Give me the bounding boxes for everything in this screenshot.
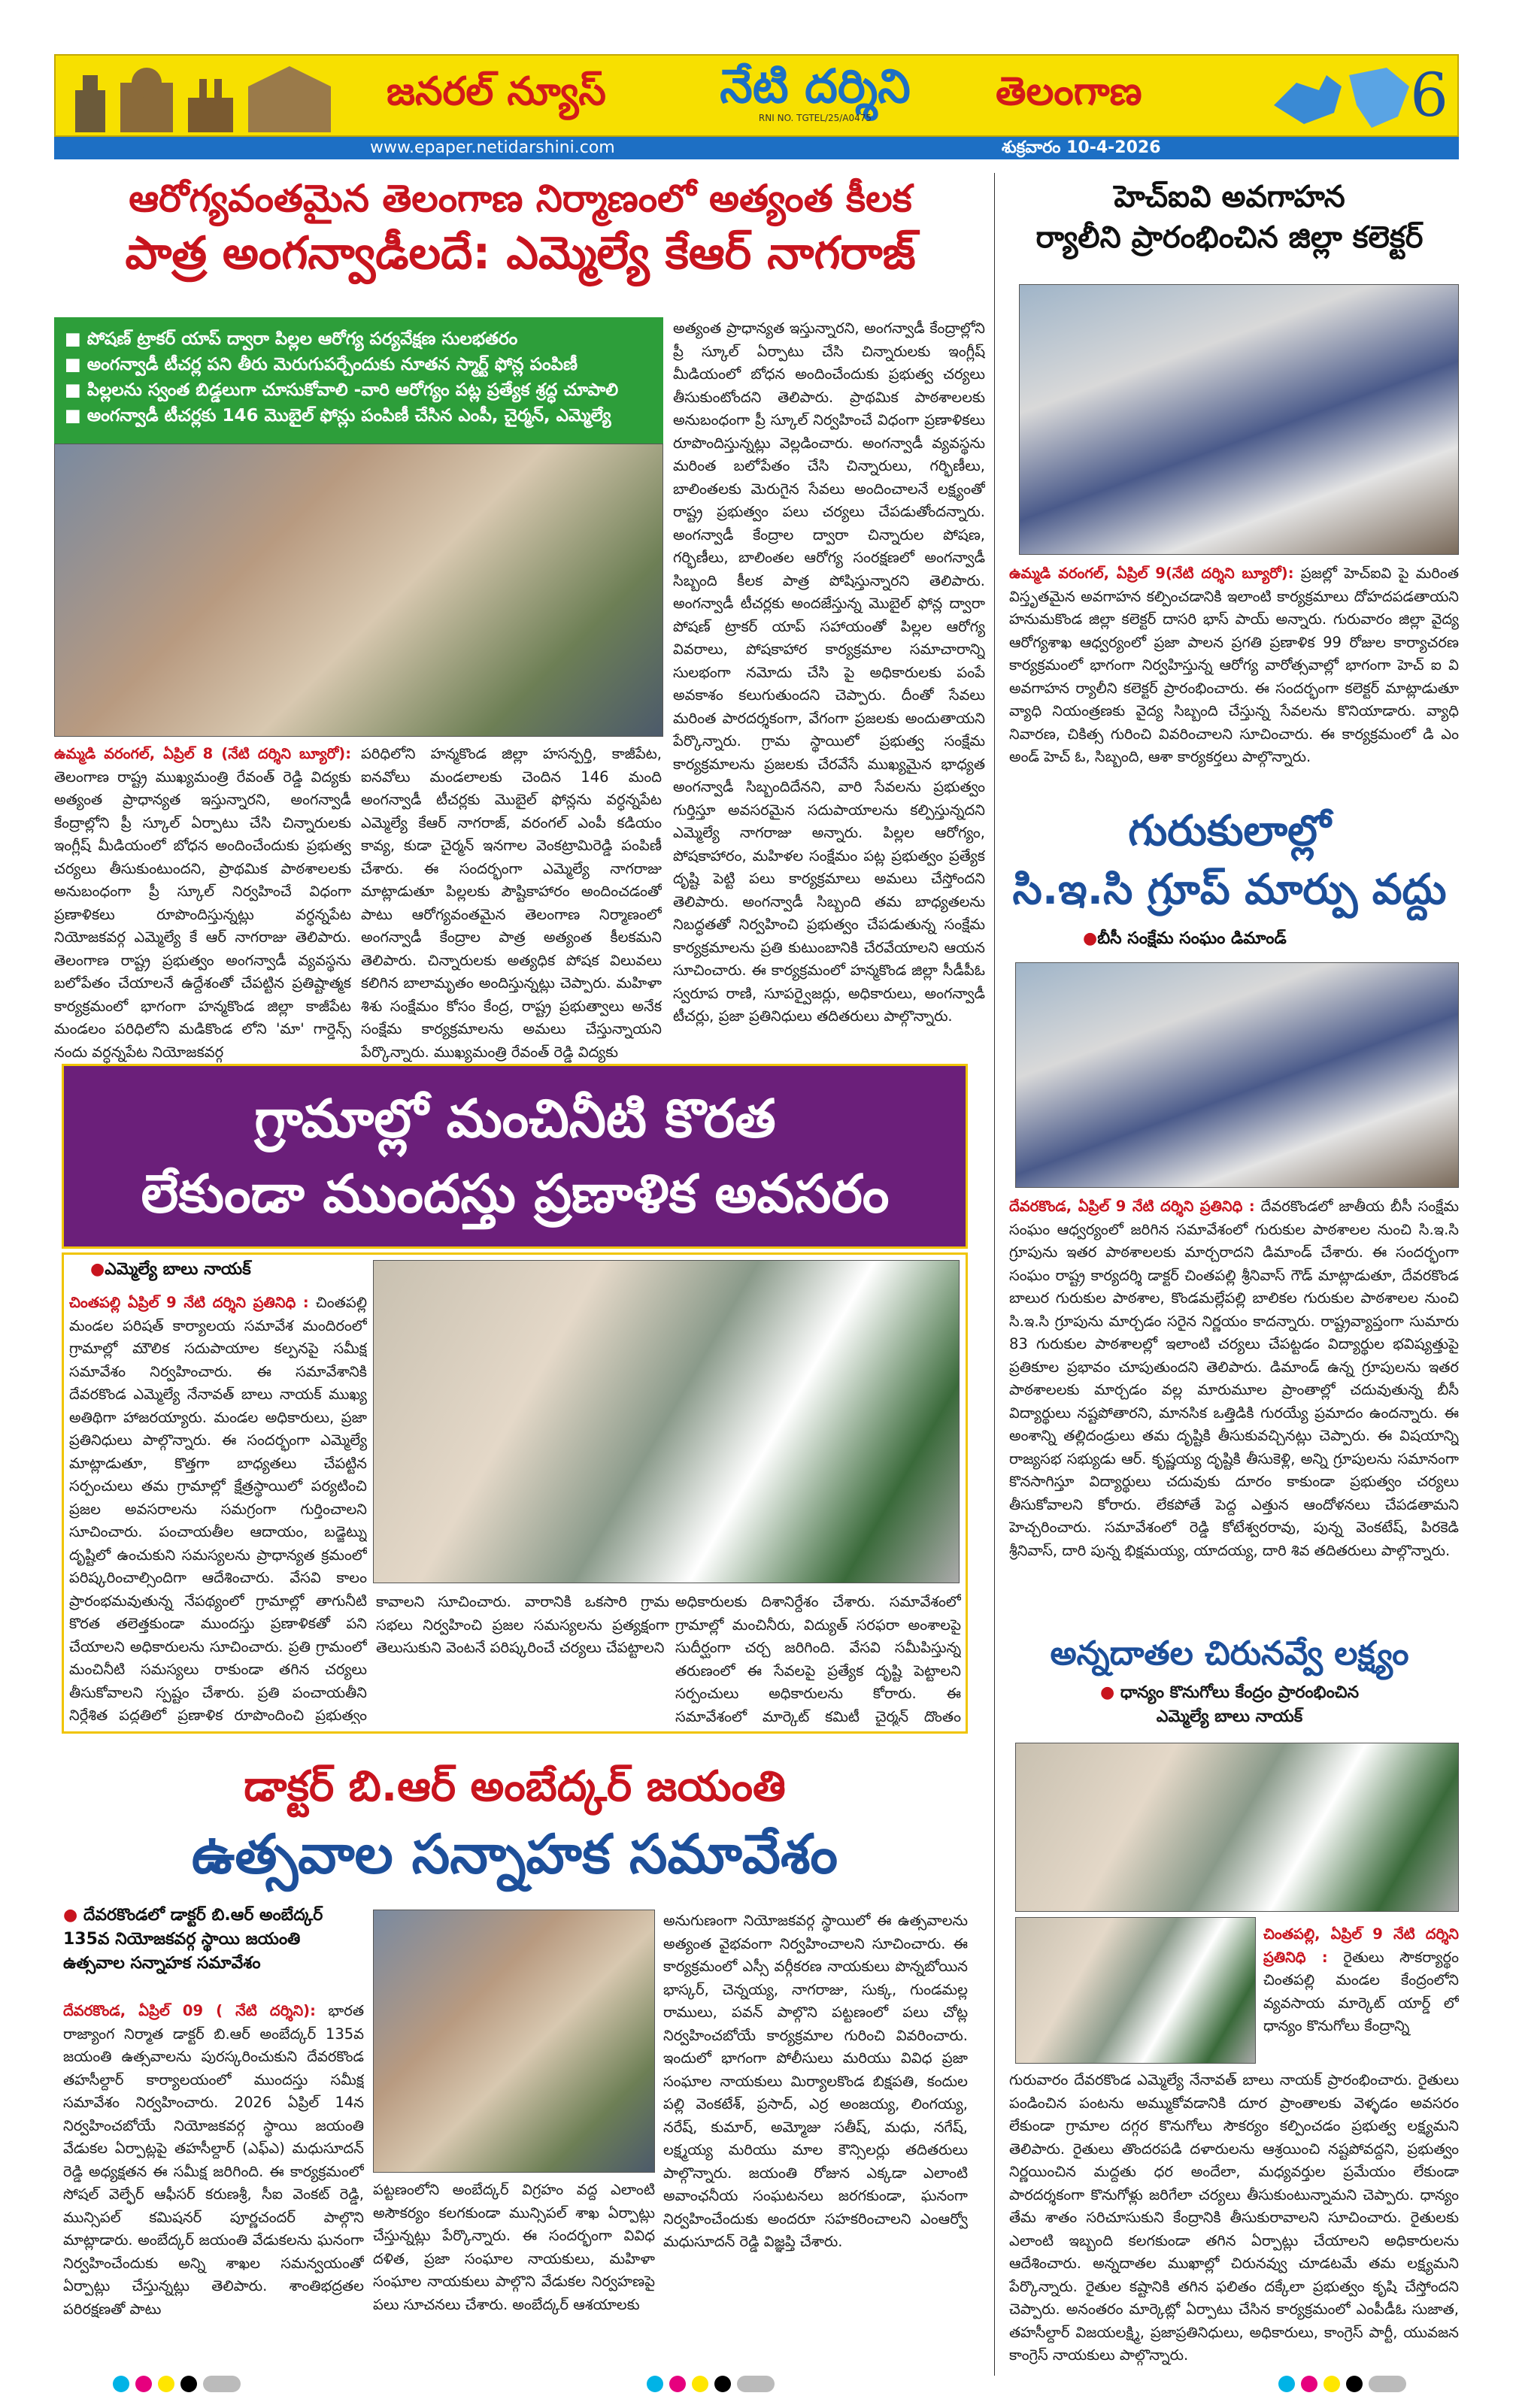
- article4-column-1: [69, 1292, 367, 1724]
- article1-photo: [54, 444, 663, 737]
- article1-highlight-item: ■ పిల్లలను స్వంత బిడ్డలుగా చూసుకోవాలి -వారి ఆరోగ్యం పట్ల ప్రత్యేక శ్రద్ధ చూపాలి: [65, 377, 653, 403]
- page-number: 6: [1410, 60, 1448, 130]
- article2-headline-line1: హెచ్ఐవి అవగాహన: [1114, 180, 1345, 214]
- article3-tag: ● బీసీ సంక్షేమ సంఘం డిమాండ్: [1083, 929, 1444, 952]
- article1-highlight-item: ■ అంగన్వాడీ టీచర్లకు 146 మొబైల్ ఫోన్లు పంపిణీ చేసిన ఎంపీ, చైర్మన్, ఎమ్మెల్యే: [65, 403, 653, 429]
- article5-column-3: అనుగుణంగా నియోజకవర్గ స్థాయిలో ఈ ఉత్సవాలను అత్యంత వైభవంగా నిర్వహించాలని సూచించారు. ఈ కార్యక్రమంలో ఎస్సీ వర్గీకరణ నాయకులు పొన్నబోయిన భాస్కర్, చెన్నయ్య, నాగరాజు, సుక్క, గుండమల్ల రాములు, పవన్ పాల్గొని పట్టణంలో పలు చోట్ల నిర్వహించబోయే కార్యక్రమాల గురించి వివరించారు. ఇందులో భాగంగా పోలీసులు మరియు వివిధ ప్రజా సంఘాల నాయకులు మిర్యాలకొండ బిక్షపతి, కందుల పల్లి వెంకటేశ్, ప్రసాద్, ఎర్ర అంజయ్య, లింగయ్య, నరేష్, కుమార్, అమ్మోజు సతీష్, మధు, నగేష్, లక్ష్మయ్య మరియు మాల కౌన్సిలర్లు తదితరులు పాల్గొన్నారు. జయంతి రోజున ఎక్కడా ఎలాంటి అవాంఛనీయ సంఘటనలు జరగకుండా, ఘనంగా నిర్వహించేందుకు అందరూ సహకరించాలని ఎంఆర్వో మధుసూదన్ రెడ్డి విజ్ఞప్తి చేశారు.: [663, 1912, 968, 2250]
- india-map-icon: [1259, 60, 1424, 132]
- article2-body: [1009, 562, 1459, 803]
- bullet-icon: ●: [63, 1906, 83, 1925]
- article4-headline-banner: [62, 1064, 968, 1249]
- article2-text: ప్రజల్లో హెచ్ఐవి పై మరింత విస్తృతమైన అవగాహన కల్పించడానికి ఇలాంటి కార్యక్రమాలు దోహదపడతాయని హనుమకొండ జిల్లా కలెక్టర్ దాసరి భాస్ పాయ్ అన్నారు. గురువారం జిల్లా వైద్య ఆరోగ్యశాఖ ఆధ్వర్యంలో ప్రజా పాలన ప్రగతి ప్రణాళిక 99 రోజుల కార్యాచరణ కార్యక్రమంలో భాగంగా నిర్వహిస్తున్న ఆరోగ్య వారోత్సవాల్లో భాగంగా హెచ్ ఐ వి అవగాహన ర్యాలీని కలెక్టర్ ప్రారంభించారు. ఈ సందర్భంగా కలెక్టర్ మాట్లాడుతూ వ్యాధి నియంత్రణకు వైద్య సిబ్బంది చేస్తున్న సేవలను కొనియాడారు. వ్యాధి నివారణ, చికిత్స గురించి వివరించాలని సూచించారు. ఈ కార్యక్రమంలో డి ఎం అండ్ హెచ్ ఓ, సిబ్బంది, ఆశా కార్యకర్తలు పాల్గొన్నారు.: [1009, 565, 1459, 765]
- article1-column-3: అత్యంత ప్రాధాన్యత ఇస్తున్నారని, అంగన్వాడీ కేంద్రాల్లోని ప్రీ స్కూల్ ఏర్పాటు చేసి చిన్నారులకు ఇంగ్లీష్ మీడియంలో బోధన అందించేందుకు ప్రభుత్వ చర్యలు తీసుకుంటోందని తెలిపారు. ప్రాథమిక పాఠశాలలకు అనుబంధంగా ప్రీ స్కూల్ నిర్వహించే విధంగా ప్రణాళికలు రూపొందిస్తున్నట్లు వెల్లడించారు. అంగన్వాడీ వ్యవస్థను మరింత బలోపేతం చేసి చిన్నారులు, గర్భిణీలు, బాలింతలకు మెరుగైన సేవలు అందించాలనే లక్ష్యంతో రాష్ట్ర ప్రభుత్వం పలు చర్యలు చేపడుతోందన్నారు. అంగన్వాడీ కేంద్రాల ద్వారా చిన్నారుల పోషణ, గర్భిణీలు, బాలింతల ఆరోగ్య సంరక్షణలో అంగన్వాడీ సిబ్బంది కీలక పాత్ర పోషిస్తున్నారని తెలిపారు. అంగన్వాడీ టీచర్లకు అందజేస్తున్న మొబైల్ ఫోన్ల ద్వారా పోషణ్ ట్రాకర్ యాప్ సహాయంతో పిల్లల ఆరోగ్య వివరాలు, పోషకాహార కార్యక్రమాల సమాచారాన్ని సులభంగా నమోదు చేసి పై అధికారులకు పంపే అవకాశం కలుగుతుందని చెప్పారు. దీంతో సేవలు మరింత పారదర్శకంగా, వేగంగా ప్రజలకు అందుతాయని పేర్కొన్నారు. గ్రామ స్థాయిలో ప్రభుత్వ సంక్షేమ కార్యక్రమాలను ప్రజలకు చేరవేసే ముఖ్యమైన భాధ్యత అంగన్వాడీ సిబ్బందిదేనని, వారి సేవలను ప్రభుత్వం గుర్తిస్తూ అవసరమైన సదుపాయాలను కల్పిస్తున్నదని ఎమ్మెల్యే నాగరాజు అన్నారు. పిల్లల ఆరోగ్యం, పోషకాహారం, మహిళల సంక్షేమం పట్ల ప్రభుత్వం ప్రత్యేక దృష్టి పెట్టి పలు కార్యక్రమాలు అమలు చేస్తోందని తెలిపారు. అంగన్వాడీ సిబ్బంది తమ బాధ్యతలను నిబద్ధతతో నిర్వహించి ప్రభుత్వం చేపడుతున్న సంక్షేమ కార్యక్రమాలను ప్రతి కుటుంబానికి చేరవేయాలని ఆయన సూచించారు. ఈ కార్యక్రమంలో హన్మకొండ జిల్లా సీడీపీఓ స్వరూప రాణి, సూపర్వైజర్లు, అధికారులు, అంగన్వాడీ టీచర్లు, ప్రజా ప్రతినిధులు తదితరులు పాల్గొన్నారు.: [673, 320, 985, 1025]
- section-label-telangana: తెలంగాణ: [996, 69, 1142, 114]
- article5-column-2: పట్టణంలోని అంబేద్కర్ విగ్రహం వద్ద ఎలాంటి అసౌకర్యం కలగకుండా మున్సిపల్ శాఖ ఏర్పాట్లు చేస్తున్నట్లు పేర్కొన్నారు. ఈ సందర్భంగా వివిధ దళిత, ప్రజా సంఘాల నాయకులు, మహిళా సంఘాల నాయకులు పాల్గొని వేడుకల నిర్వహణపై పలు సూచనలు చేశారు. అంబేద్కర్ ఆశయాలకు: [373, 2181, 655, 2313]
- article6-tag-line1: ధాన్యం కొనుగోలు కేంద్రం ప్రారంభించిన: [1120, 1683, 1360, 1702]
- website-url[interactable]: www.epaper.netidarshini.com: [370, 138, 615, 157]
- section-label-general-news: జనరల్ న్యూస్: [387, 69, 606, 114]
- article2-photo: [1019, 284, 1459, 555]
- article1-highlight-item: ■ అంగన్వాడీ టీచర్ల పని తీరు మెరుగుపర్చేందుకు నూతన స్మార్ట్ ఫోన్ల పంపిణీ: [65, 352, 653, 377]
- article3-dateline: దేవరకొండ, ఏప్రిల్ 9 నేటి దర్శిని ప్రతినిధి :: [1009, 1198, 1255, 1215]
- article3-headline-line1: గురుకులాల్లో: [1128, 807, 1331, 856]
- masthead: [54, 54, 1459, 137]
- article4-dateline: చింతపల్లి ఏప్రిల్ 9 నేటి దర్శిని ప్రతినిధి :: [69, 1294, 309, 1311]
- article3-photo: [1015, 962, 1459, 1188]
- article6-photo-top: [1015, 1743, 1459, 1912]
- article2-headline-line2: ర్యాలీని ప్రారంభించిన జిల్లా కలెక్టర్: [1035, 220, 1424, 255]
- article3-body: [1009, 1195, 1459, 1616]
- article4-text-col1: చింతపల్లి మండల పరిషత్ కార్యాలయ సమావేశ మందిరంలో గ్రామాల్లో మౌలిక సదుపాయాల కల్పనపై సమీక్ష సమావేశం నిర్వహించారు. ఈ సమావేశానికి దేవరకొండ ఎమ్మెల్యే నేనావత్ బాలు నాయక్ ముఖ్య అతిథిగా హాజరయ్యారు. మండల అధికారులు, ప్రజా ప్రతినిధులు పాల్గొన్నారు. ఈ సందర్భంగా ఎమ్మెల్యే మాట్లాడుతూ, కొత్తగా బాధ్యతలు చేపట్టిన సర్పంచులు తమ గ్రామాల్లో క్షేత్రస్థాయిలో పర్యటించి ప్రజల అవసరాలను సమగ్రంగా గుర్తించాలని సూచించారు. పంచాయతీల ఆదాయం, బడ్జెట్ను దృష్టిలో ఉంచుకుని సమస్యలను ప్రాధాన్యత క్రమంలో పరిష్కరించాల్సిందిగా ఆదేశించారు. వేసవి కాలం ప్రారంభమవుతున్న నేపథ్యంలో గ్రామాల్లో తాగునీటి కొరత తలెత్తకుండా ముందస్తు ప్రణాళికతో పని చేయాలని అధికారులను సూచించారు. ప్రతి గ్రామంలో మంచినీటి సమస్యలు రాకుండా తగిన చర్యలు తీసుకోవాలని స్పష్టం చేశారు. ప్రతి పంచాయతీని నిర్దేశిత పద్ధతిలో ప్రణాళిక రూపొందించి ప్రభుత్వం: [69, 1294, 367, 1724]
- masthead-strip: [54, 137, 1459, 159]
- registration-mark-center: [647, 2376, 797, 2395]
- article5-text-col1: భారత రాజ్యాంగ నిర్మాత డాక్టర్ బి.ఆర్ అంబేద్కర్ 135వ జయంతి ఉత్సవాలను పురస్కరించుకుని దేవరకొండ తహసీల్దార్ కార్యాలయంలో ముందస్తు సమీక్ష సమావేశం నిర్వహించారు. 2026 ఏప్రిల్ 14న నిర్వహించబోయే నియోజకవర్గ స్థాయి జయంతి వేడుకల ఏర్పాట్లపై తహసీల్దార్ (ఎఫ్ఎ) మధుసూదన్ రెడ్డి అధ్యక్షతన ఈ సమీక్ష జరిగింది. ఈ కార్యక్రమంలో సోషల్ వెల్ఫేర్ ఆఫీసర్ కరుణశ్రీ, సీఐ వెంకట్ రెడ్డి, మున్సిపల్ కమిషనర్ పూర్ణచందర్ పాల్గొని మాట్లాడారు. అంబేద్కర్ జయంతి వేడుకలను ఘనంగా నిర్వహించేందుకు అన్ని శాఖల సమన్వయంతో ఏర్పాట్లు చేస్తున్నట్లు తెలిపారు. శాంతిభద్రతల పరిరక్షణతో పాటు: [63, 2002, 364, 2318]
- registration-mark-right: [1278, 2376, 1429, 2395]
- article4-column-2: అధికారులకు దిశానిర్దేశం చేశారు. సమావేశంలో గ్రామాల్లో మంచినీరు, విద్యుత్ సరఫరా అంశాలపై సుదీర్ఘంగా చర్చ జరిగింది. వేసవి సమీపిస్తున్న తరుణంలో ఈ సేవలపై ప్రత్యేక దృష్టి పెట్టాలని సర్పంచులు అధికారులను కోరారు. ఈ సమావేశంలో మార్కెట్ కమిటీ చైర్మన్ దొంతం: [675, 1593, 961, 1725]
- article1-column-2: పరిధిలోని హన్మకొండ జిల్లా హసన్పర్తి, కాజీపేట, ఐనవోలు మండలాలకు చెందిన 146 మంది అంగన్వాడీ టీచర్లకు మొబైల్ ఫోన్లను వర్ధన్నపేట ఎమ్మెల్యే కేఆర్ నాగరాజ్, వరంగల్ ఎంపీ కడియం కావ్య, కుడా చైర్మన్ ఇనగాల వెంకట్రామిరెడ్డి పంపిణీ చేశారు. ఈ సందర్భంగా ఎమ్మెల్యే నాగరాజు మాట్లాడుతూ పిల్లలకు పౌష్టికాహారం అందించడంతో పాటు ఆరోగ్యవంతమైన తెలంగాణ నిర్మాణంలో అంగన్వాడీ కేంద్రాల పాత్ర అత్యంత కీలకమని తెలిపారు. చిన్నారులకు అత్యధిక పోషక విలువలు కలిగిన బాలామృతం అందిస్తున్నట్లు చెప్పారు. మహిళా శిశు సంక్షేమం కోసం కేంద్ర, రాష్ట్ర ప్రభుత్వాలు అనేక సంక్షేమ కార్యక్రమాలను అమలు చేస్తున్నాయని పేర్కొన్నారు. ముఖ్యమంత్రి రేవంత్ రెడ్డి విద్యకు: [361, 745, 662, 1061]
- article6-photo-bottom: [1015, 1917, 1256, 2064]
- article6-body: గురువారం దేవరకొండ ఎమ్మెల్యే నేనావత్ బాలు నాయక్ ప్రారంభించారు. రైతులు పండించిన పంటను అమ్ముకోవడానికి దూర ప్రాంతాలకు వెళ్ళడం అవసరం లేకుండా గ్రామాల దగ్గర కొనుగోలు సౌకర్యం కల్పించడం ప్రభుత్వ లక్ష్యమని తెలిపారు. రైతులు తొందరపడి దళారులను ఆశ్రయించి నష్టపోవద్దని, ప్రభుత్వం నిర్ణయించిన మద్దతు ధర అందేలా, మధ్యవర్తుల ప్రమేయం లేకుండా పారదర్శకంగా కొనుగోళ్లు జరిగేలా చర్యలు తీసుకుంటున్నామని చెప్పారు. ధాన్యం తేమ శాతం సరిచూసుకుని కేంద్రానికి తీసుకురావాలని సూచించారు. రైతులకు ఎలాంటి ఇబ్బంది కలగకుండా తగిన ఏర్పాట్లు చేయాలని అధికారులను ఆదేశించారు. అన్నదాతల ముఖాల్లో చిరునవ్వు చూడటమే తమ లక్ష్యమని పేర్కొన్నారు. రైతుల కష్టానికి తగిన ఫలితం దక్కేలా ప్రభుత్వం కృషి చేస్తోందని చెప్పారు. అనంతరం మార్కెట్లో ఏర్పాటు చేసిన కార్యక్రమంలో ఎంపీడీఓ సుజాత, తహసీల్దార్ విజయలక్ష్మి, ప్రజాప్రతినిధులు, అధికారులు, కాంగ్రెస్ పార్టీ, యువజన కాంగ్రెస్ నాయకులు పాల్గొన్నారు.: [1009, 2071, 1459, 2364]
- newspaper-logo: [717, 60, 913, 132]
- article5-subhead: [63, 1904, 364, 1976]
- article1-highlights: [54, 317, 663, 444]
- article5-photo: [373, 1910, 655, 2173]
- article5-headline-line1: డాక్టర్ బి.ఆర్ అంబేద్కర్ జయంతి: [244, 1762, 786, 1811]
- article4-headline-line1: గ్రామాల్లో మంచినీటి కొరత: [254, 1088, 776, 1149]
- article4-column-2b: కావాలని సూచించారు. వారానికి ఒకసారి గ్రామ సభలు నిర్వహించి ప్రజల సమస్యలను ప్రత్యక్షంగా తెలుసుకుని వెంటనే పరిష్కరించే చర్యలు చేపట్టాలని: [376, 1593, 669, 1656]
- monuments-illustration-icon: [60, 60, 346, 132]
- article1-headline-line2: పాత్ర అంగన్వాడీలదే: ఎమ్మెల్యే కేఆర్ నాగరాజ్: [125, 227, 916, 280]
- article1-text-col1: తెలంగాణ రాష్ట్ర ముఖ్యమంత్రి రేవంత్ రెడ్డి విద్యకు అత్యంత ప్రాధాన్యత ఇస్తున్నారని, అంగన్వాడీ కేంద్రాల్లోని ప్రీ స్కూల్ ఏర్పాటు చేసి చిన్నారులకు ఇంగ్లీష్ మీడియంలో బోధన అందించేందుకు ప్రభుత్వ చర్యలు తీసుకుంటుందని, ప్రాథమిక పాఠశాలలకు అనుబంధంగా ప్రీ స్కూల్ నిర్వహించే విధంగా ప్రణాళికలు రూపొందిస్తున్నట్లు వర్ధన్నపేట నియోజకవర్గ ఎమ్మెల్యే కే ఆర్ నాగరాజు తెలిపారు. తెలంగాణ రాష్ట్ర ప్రభుత్వం అంగన్వాడీ వ్యవస్థను బలోపేతం చేయాలనే ఉద్దేశంతో చేపట్టిన ప్రతిష్టాత్మక కార్యక్రమంలో భాగంగా హన్మకొండ జిల్లా కాజీపేట మండలం పరిధిలోని మడికొండ లోని 'మా' గార్డెన్స్ నందు వర్ధన్నపేట నియోజకవర్గ: [54, 768, 351, 1061]
- article5-column-1: [63, 2000, 364, 2376]
- article6-headline: అన్నదాతల చిరునవ్వే లక్ష్యం: [1050, 1634, 1409, 1673]
- article5-headline-line2: ఉత్సవాల సన్నాహక సమావేశం: [191, 1822, 838, 1886]
- article1-dateline: ఉమ్మడి వరంగల్, ఏప్రిల్ 8 (నేటి దర్శిని బ్యూరో):: [54, 745, 351, 762]
- registration-mark-left: [113, 2376, 263, 2395]
- bullet-icon: ●: [1099, 1683, 1120, 1702]
- article3-headline-line2: సి.ఇ.సి గ్రూప్ మార్పు వద్దు: [1012, 865, 1447, 914]
- article3-text: దేవరకొండలో జాతీయ బీసీ సంక్షేమ సంఘం ఆధ్వర్యంలో జరిగిన సమావేశంలో గురుకుల పాఠశాలల నుంచి సి.ఇ.సి గ్రూపును ఇతర పాఠశాలలకు మార్చరాదని డిమాండ్ చేశారు. ఈ సందర్భంగా సంఘం రాష్ట్ర కార్యదర్శి డాక్టర్ చింతపల్లి శ్రీనివాస్ గౌడ్ మాట్లాడుతూ, దేవరకొండ బాలుర గురుకుల పాఠశాల, కొండమల్లేపల్లి బాలికల గురుకుల పాఠశాలల నుంచి సి.ఇ.సి గ్రూపును మార్చడం సరైన నిర్ణయం కాదన్నారు. రాష్ట్రవ్యాప్తంగా సుమారు 83 గురుకుల పాఠశాలల్లో ఇలాంటి చర్యలు చేపట్టడం విద్యార్థుల భవిష్యత్తుపై ప్రతికూల ప్రభావం చూపుతుందని తెలిపారు. డిమాండ్ ఉన్న గ్రూపులను ఇతర పాఠశాలలకు మార్చడం వల్ల మారుమూల ప్రాంతాల్లో చదువుతున్న బీసీ విద్యార్థులు నష్టపోతారని, మానసిక ఒత్తిడికి గురయ్యే ప్రమాదం ఉందన్నారు. ఈ అంశాన్ని తల్లిదండ్రులు తమ దృష్టికి తీసుకువచ్చినట్లు చెప్పారు. ఈ విషయాన్ని రాజ్యసభ సభ్యుడు ఆర్. కృష్ణయ్య దృష్టికి తీసుకెళ్లి, అన్ని గ్రూపులను సమానంగా కొనసాగిస్తూ విద్యార్థులు చదువుకు దూరం కాకుండా ప్రభుత్వం చర్యలు తీసుకోవాలని కోరారు. లేకపోతే పెద్ద ఎత్తున ఆందోళనలు చేపడతామని హెచ్చరించారు. సమావేశంలో రెడ్డి కోటేశ్వరరావు, పున్న వెంకటేష్, పిరకెడి శ్రీనివాస్, దారి పున్న భిక్షమయ్య, యాదయ్య, దారి శివ తదితరులు పాల్గొన్నారు.: [1009, 1198, 1459, 1559]
- article4-photo: [373, 1260, 960, 1583]
- column-divider: [994, 173, 995, 2376]
- article5-dateline: దేవరకొండ, ఏప్రిల్ 09 ( నేటి దర్శిని):: [63, 2002, 316, 2019]
- article6-side-text: రైతులు సౌకర్యార్థం చింతపల్లి మండల కేంద్రంలోని వ్యవసాయ మార్కెట్ యార్డ్ లో ధాన్యం కొనుగోలు కేంద్రాన్ని: [1263, 1948, 1459, 2034]
- article4-tag: ● ఎమ్మెల్యే బాలు నాయక్: [90, 1260, 391, 1283]
- article6-tag-line2: ఎమ్మెల్యే బాలు నాయక్: [1156, 1707, 1303, 1726]
- article2-dateline: ఉమ్మడి వరంగల్, ఏప్రిల్ 9(నేటి దర్శిని బ్యూరో):: [1009, 565, 1294, 582]
- article5-subhead-text: దేవరకొండలో డాక్టర్ బి.ఆర్ అంబేద్కర్ 135వ నియోజకవర్గ స్థాయి జయంతి ఉత్సవాల సన్నాహక సమావేశం: [63, 1906, 323, 1973]
- article1-headline-line1: ఆరోగ్యవంతమైన తెలంగాణ నిర్మాణంలో అత్యంత కీలక: [129, 177, 912, 220]
- article6-tag: [1008, 1681, 1451, 1729]
- logo-title: నేటి దర్శిని: [720, 59, 911, 114]
- article6-side-column: [1263, 1923, 1459, 2066]
- article1-highlight-item: ■ పోషణ్ ట్రాకర్ యాప్ ద్వారా పిల్లల ఆరోగ్య పర్యవేక్షణ సులభతరం: [65, 326, 653, 352]
- edition-date: శుక్రవారం 10-4-2026: [1002, 138, 1161, 157]
- article6-dateline: చింతపల్లి, ఏప్రిల్ 9 నేటి దర్శిని ప్రతినిధి :: [1263, 1925, 1459, 1966]
- logo-registration: RNI NO. TGTEL/25/A0475: [758, 113, 872, 123]
- article4-headline-line2: లేకుండా ముందస్తు ప్రణాళిక అవసరం: [141, 1163, 890, 1225]
